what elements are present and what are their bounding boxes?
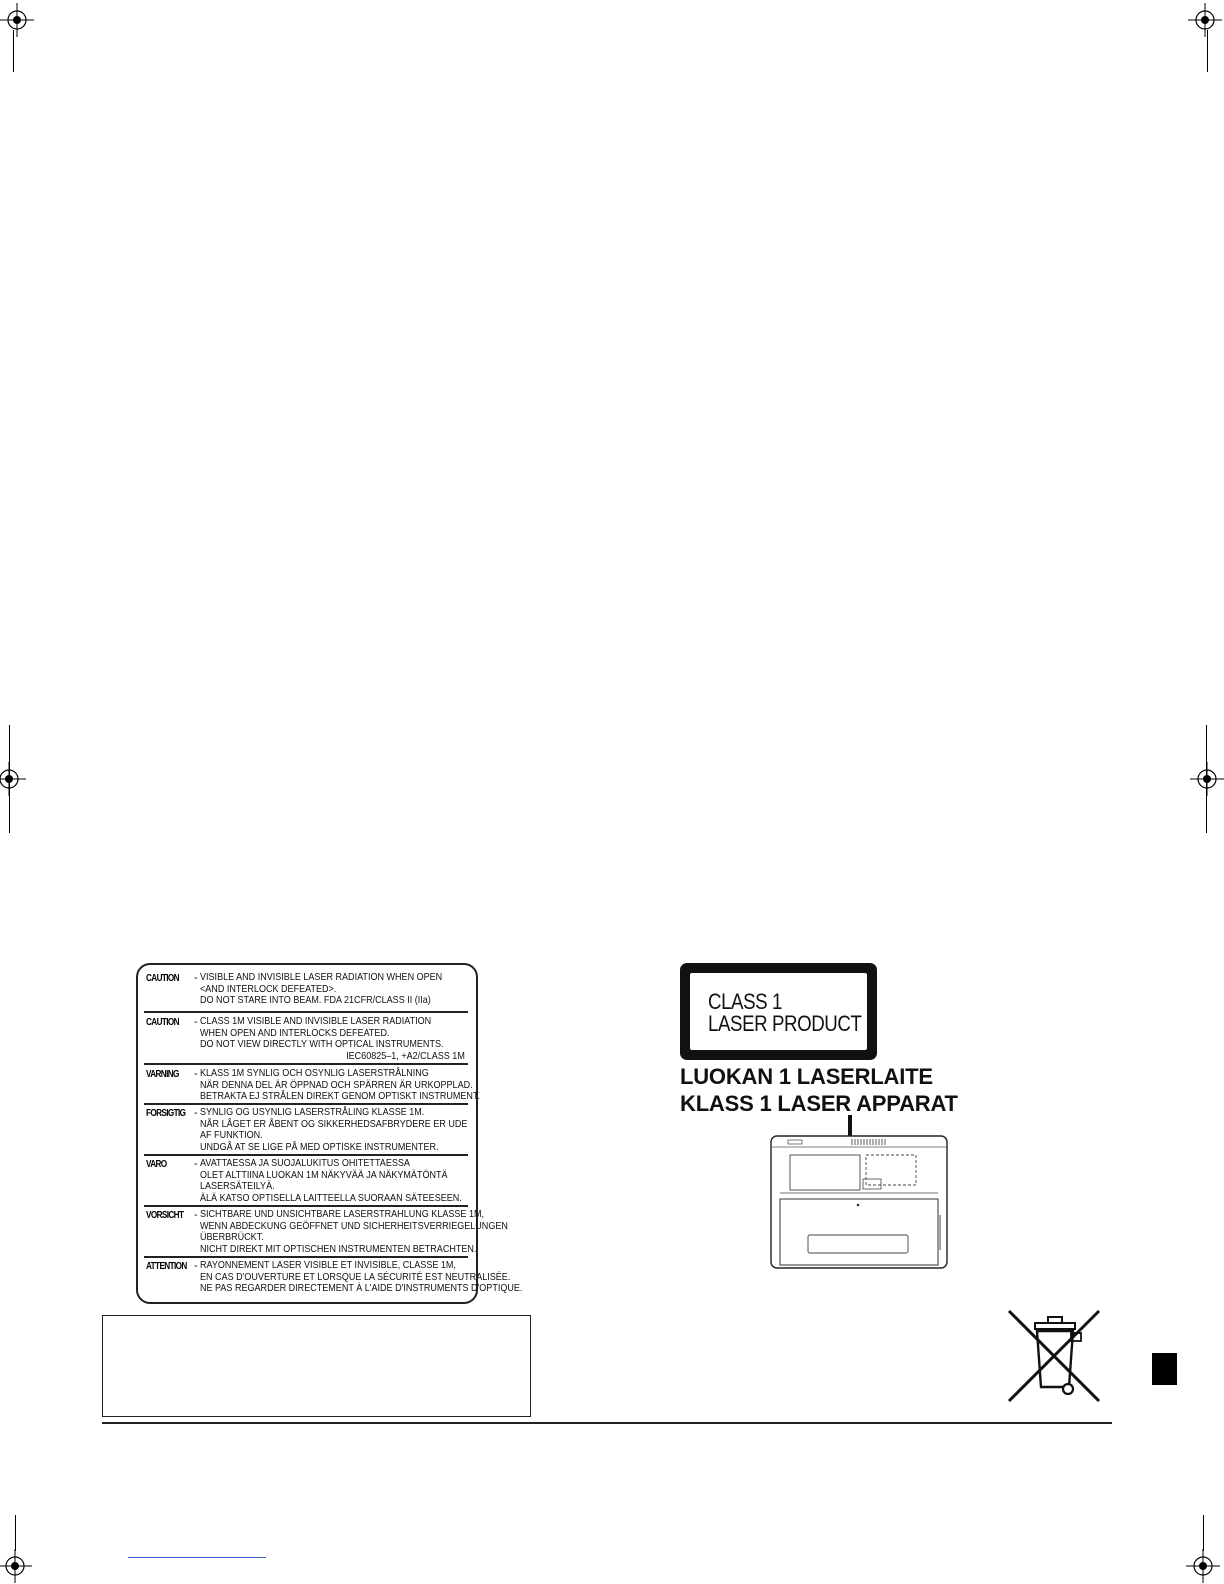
- caution-line: UNDGÅ AT SE LIGE PÅ MED OPTISKE INSTRUMENTER.: [200, 1140, 439, 1153]
- caution-line: NE PAS REGARDER DIRECTEMENT À L'AIDE D'INSTRUMENTS D'OPTIQUE.: [200, 1282, 523, 1295]
- section-tag: ATTENTION: [146, 1260, 187, 1272]
- weee-crossed-bin-icon: [1005, 1307, 1103, 1405]
- page-tab-marker: [1152, 1353, 1177, 1385]
- registration-mark-icon: [1188, 3, 1222, 37]
- caution-line: NÅR LÅGET ER ÅBENT OG SIKKERHEDSAFBRYDERE ER UDE: [200, 1117, 468, 1130]
- footer-link-underline: [128, 1557, 266, 1558]
- caution-section-2: CAUTION - CLASS 1M VISIBLE AND INVISIBLE LASER RADIATION WHEN OPEN AND INTERLOCKS DEFEATED. DO NOT VIEW DIRECTLY WITH OPTICAL INSTRUMENTS. IEC60825–1, +A2/CLASS 1M: [144, 1016, 470, 1064]
- class1-laser-label: [680, 963, 877, 1060]
- caution-section-1: CAUTION - VISIBLE AND INVISIBLE LASER RADIATION WHEN OPEN <AND INTERLOCK DEFEATED>. DO NOT STARE INTO BEAM. FDA 21CFR/CLASS II (IIa): [146, 971, 443, 1007]
- bottom-divider: [102, 1422, 1112, 1424]
- registration-mark-icon: [1190, 762, 1224, 796]
- crop-guide: [13, 30, 14, 72]
- crop-guide: [1206, 725, 1207, 833]
- caution-line: DO NOT STARE INTO BEAM. FDA 21CFR/CLASS II (IIa): [200, 994, 431, 1007]
- caution-section-3: VARNING - KLASS 1M SYNLIG OCH OSYNLIG LASERSTRÅLNING NÄR DENNA DEL ÄR ÖPPNAD OCH SPÄRREN ÄR URKOPPLAD. BETRAKTA EJ STRÅLEN DIREKT GENOM OPTISKT INSTRUMENT.: [146, 1067, 480, 1103]
- caution-line: BETRAKTA EJ STRÅLEN DIREKT GENOM OPTISKT INSTRUMENT.: [200, 1090, 480, 1103]
- caution-line: ÜBERBRÜCKT.: [200, 1231, 264, 1244]
- section-divider: [144, 1154, 468, 1156]
- section-tag: VARO: [146, 1158, 167, 1170]
- caution-line: EN CAS D'OUVERTURE ET LORSQUE LA SÉCURITÉ EST NEUTRALISÉE.: [200, 1270, 511, 1283]
- section-divider: [144, 1103, 468, 1105]
- caution-line: KLASS 1M SYNLIG OCH OSYNLIG LASERSTRÅLNING: [200, 1067, 429, 1079]
- caution-line: OLET ALTTIINA LUOKAN 1M NÄKYVÄÄ JA NÄKYMÄTÖNTÄ: [200, 1168, 448, 1181]
- caution-line: VISIBLE AND INVISIBLE LASER RADIATION WHEN OPEN: [200, 971, 443, 983]
- caution-line: LASERSÄTEILYÄ.: [200, 1180, 275, 1193]
- section-divider: [144, 1063, 468, 1065]
- section-divider: [144, 1205, 468, 1207]
- caution-line: SYNLIG OG USYNLIG LASERSTRÅLING KLASSE 1M.: [200, 1106, 425, 1118]
- laser-text-swedish: KLASS 1 LASER APPARAT: [680, 1091, 958, 1116]
- notice-box: [102, 1315, 531, 1417]
- caution-line: IEC60825–1, +A2/CLASS 1M: [346, 1049, 465, 1062]
- caution-line: DO NOT VIEW DIRECTLY WITH OPTICAL INSTRUMENTS.: [200, 1038, 444, 1051]
- registration-mark-icon: [1186, 1549, 1220, 1583]
- class-label-line1: CLASS 1: [708, 989, 782, 1014]
- caution-section-4: FORSIGTIG - SYNLIG OG USYNLIG LASERSTRÅLING KLASSE 1M. NÅR LÅGET ER ÅBENT OG SIKKERHEDSAFBRYDERE ER UDE AF FUNKTION. UNDGÅ AT SE LIGE PÅ MED OPTISKE INSTRUMENTER.: [146, 1106, 468, 1153]
- caution-line: WENN ABDECKUNG GEÖFFNET UND SICHERHEITSVERRIEGELUNGEN: [200, 1219, 508, 1232]
- registration-mark-icon: [0, 1549, 32, 1583]
- crop-guide: [1203, 1515, 1204, 1551]
- section-tag: CAUTION: [146, 1016, 179, 1028]
- crop-guide: [1207, 30, 1208, 72]
- caution-section-6: VORSICHT - SICHTBARE UND UNSICHTBARE LASERSTRAHLUNG KLASSE 1M, WENN ABDECKUNG GEÖFFNET UND SICHERHEITSVERRIEGELUNGEN ÜBERBRÜCKT. NICHT DIREKT MIT OPTISCHEN INSTRUMENTEN BETRACHTEN.: [146, 1208, 508, 1255]
- caution-line: AF FUNKTION.: [200, 1129, 263, 1142]
- section-divider: [144, 1011, 468, 1013]
- device-underside-icon: [768, 1115, 950, 1271]
- caution-line: <AND INTERLOCK DEFEATED>.: [200, 982, 337, 995]
- caution-line: RAYONNEMENT LASER VISIBLE ET INVISIBLE, CLASSE 1M,: [200, 1259, 456, 1271]
- section-divider: [144, 1256, 468, 1258]
- laser-caution-label: [136, 963, 523, 1304]
- laser-text-finnish: LUOKAN 1 LASERLAITE: [680, 1064, 933, 1089]
- section-tag: FORSIGTIG: [146, 1107, 186, 1119]
- caution-section-5: VARO - AVATTAESSA JA SUOJALUKITUS OHITETTAESSA OLET ALTTIINA LUOKAN 1M NÄKYVÄÄ JA NÄKYMÄTÖNTÄ LASERSÄTEILYÄ. ÄLÄ KATSO OPTISELLA LAITTEELLA SUORAAN SÄTEESEEN.: [146, 1157, 462, 1204]
- caution-section-7: ATTENTION - RAYONNEMENT LASER VISIBLE ET INVISIBLE, CLASSE 1M, EN CAS D'OUVERTURE ET LORSQUE LA SÉCURITÉ EST NEUTRALISÉE. NE PAS REGARDER DIRECTEMENT À L'AIDE D'INSTRUMENTS D'OPTIQUE.: [146, 1259, 523, 1295]
- registration-mark-icon: [0, 3, 34, 37]
- caution-line: CLASS 1M VISIBLE AND INVISIBLE LASER RADIATION: [200, 1015, 432, 1027]
- crop-guide: [15, 1515, 16, 1551]
- caution-line: WHEN OPEN AND INTERLOCKS DEFEATED.: [200, 1026, 390, 1039]
- caution-line: AVATTAESSA JA SUOJALUKITUS OHITETTAESSA: [200, 1157, 410, 1169]
- section-tag: CAUTION: [146, 972, 179, 984]
- class-label-line2: LASER PRODUCT: [708, 1011, 862, 1036]
- caution-line: NICHT DIREKT MIT OPTISCHEN INSTRUMENTEN BETRACHTEN.: [200, 1242, 477, 1255]
- caution-line: ÄLÄ KATSO OPTISELLA LAITTEELLA SUORAAN SÄTEESEEN.: [200, 1191, 462, 1204]
- caution-line: SICHTBARE UND UNSICHTBARE LASERSTRAHLUNG KLASSE 1M,: [200, 1208, 485, 1220]
- crop-guide: [9, 725, 10, 833]
- registration-mark-icon: [0, 762, 26, 796]
- section-tag: VORSICHT: [146, 1209, 184, 1221]
- caution-line: NÄR DENNA DEL ÄR ÖPPNAD OCH SPÄRREN ÄR URKOPPLAD.: [200, 1078, 473, 1091]
- section-tag: VARNING: [146, 1068, 179, 1080]
